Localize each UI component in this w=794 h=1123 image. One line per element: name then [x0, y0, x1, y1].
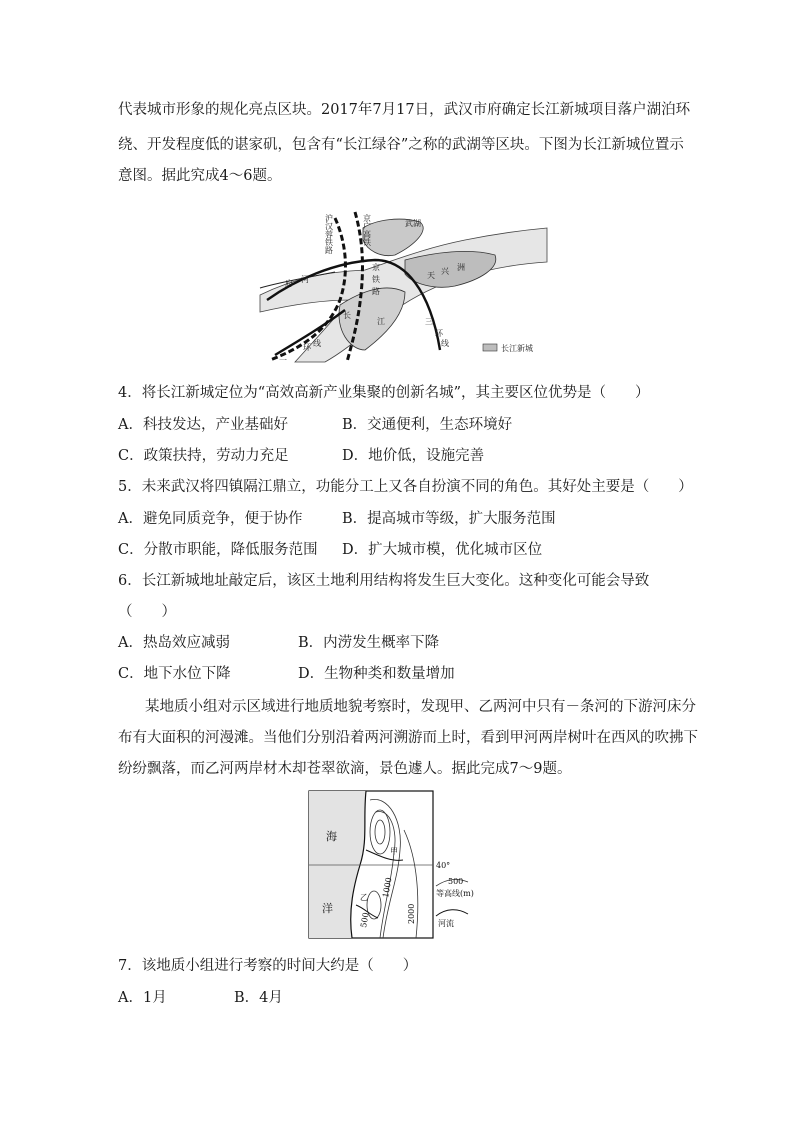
label-san: 三 [425, 317, 433, 326]
label-lat-40: 40° [436, 861, 451, 870]
label-er: 二 [279, 353, 287, 362]
q4-option-d: D．地价低，设施完善 [342, 448, 485, 464]
q5-stem: 5．未来武汉将四镇隔江鼎立，功能分工上又各自扮演不同的角色。其好处主要是（ ） [118, 479, 693, 495]
label-yi: 乙 [360, 893, 368, 902]
legend-label: 长江新城 [501, 344, 533, 353]
q6-option-d: D．生物种类和数量增加 [298, 666, 455, 682]
label-jia: 甲 [390, 847, 398, 856]
label-wuhu: 武湖 [405, 219, 421, 228]
q7-option-b: B．4月 [234, 990, 283, 1006]
label-xing: 兴 [441, 267, 449, 276]
label-c1000: 1000 [381, 876, 394, 899]
legend-river-label: 河流 [438, 919, 454, 928]
legend-river-line [436, 910, 468, 916]
q7-option-a: A．1月 [118, 990, 167, 1006]
intro-line-3: 意图。据此究成4～6题。 [118, 168, 282, 184]
label-tian: 天 [427, 271, 435, 280]
passage2-line-3: 纷纷飘落，而乙河两岸材木却苍翠欲滴，景色遽人。据此完成7～9题。 [118, 761, 572, 777]
label-c500: 500 [359, 911, 371, 929]
q7-stem: 7．该地质小组进行考察的时间大约是（ ） [118, 958, 418, 974]
q6-option-b: B．内涝发生概率下降 [298, 635, 440, 651]
passage2-line-1: 某地质小组对示区域进行地质地貌考察时，发现甲、乙两河中只有－条河的下游河床分 [145, 699, 696, 715]
label-jiang: 江 [377, 317, 385, 326]
intro-line-2: 绕、开发程度低的谌家矶，包含有“长江绿谷”之称的武湖等区块。下图为长江新城位置示 [118, 137, 684, 153]
label-tie: 铁 [372, 275, 380, 284]
q6-option-c: C．地下水位下降 [118, 666, 231, 682]
q5-option-c: C．分散市职能，降低服务范围 [118, 542, 318, 558]
label-chang: 长 [343, 311, 351, 320]
label-hanyi-rail: 沪汉蓉铁路 [324, 214, 334, 254]
label-zhou: 洲 [457, 263, 465, 272]
label-c2000: 2000 [407, 903, 416, 924]
q4-option-c: C．政策扶持，劳动力充足 [118, 448, 289, 464]
label-xian2: 线 [313, 339, 321, 348]
q4-option-a: A．科技发达，产业基础好 [118, 417, 288, 433]
label-fu: 府 [285, 279, 293, 288]
legend-contour-label: 等高线(m) [436, 889, 474, 898]
q6-option-a: A．热岛效应减弱 [118, 635, 230, 651]
label-ocean: 洋 [322, 902, 333, 915]
label-jing: 京 [372, 263, 380, 272]
q6-stem-line-2: （ ） [118, 604, 176, 620]
intro-line-1: 代表城市形象的规化亮点区块。2017年7月17日，武汉市府确定长江新城项目落户湖泊环 [118, 102, 691, 118]
q6-stem-line-1: 6．长江新城地址敲定后，该区土地利用结构将发生巨大变化。这种变化可能会导致 [118, 573, 650, 589]
passage2-line-2: 布有大面积的河漫滩。当他们分别沿着两河溯游而上时，看到甲河两岸树叶在西风的吹拂下 [118, 730, 698, 746]
q4-option-b: B．交通便利，生态环境好 [342, 417, 513, 433]
q5-option-a: A．避免同质竞争，便于协作 [118, 511, 303, 527]
q5-option-d: D．扩大城市模，优化城市区位 [342, 542, 543, 558]
label-he: 河 [301, 275, 309, 284]
label-sea: 海 [326, 830, 337, 843]
topographic-map [308, 790, 498, 940]
label-xian: 线 [441, 339, 449, 348]
new-city-area-tianxingzhou [405, 251, 496, 287]
label-huan: 环 [435, 329, 443, 338]
legend-swatch [483, 344, 497, 351]
legend-contour-value: 500 [448, 877, 464, 886]
changjiang-new-city-map [255, 200, 550, 365]
q4-stem: 4．将长江新城定位为“高效高新产业集聚的创新名城”，其主要区位优势是（ ） [118, 385, 650, 401]
q5-option-b: B．提高城市等级，扩大服务范围 [342, 511, 556, 527]
label-lu: 路 [372, 287, 380, 296]
label-jingguang: 京广高铁 [362, 214, 372, 246]
label-huan2: 环 [303, 343, 311, 352]
